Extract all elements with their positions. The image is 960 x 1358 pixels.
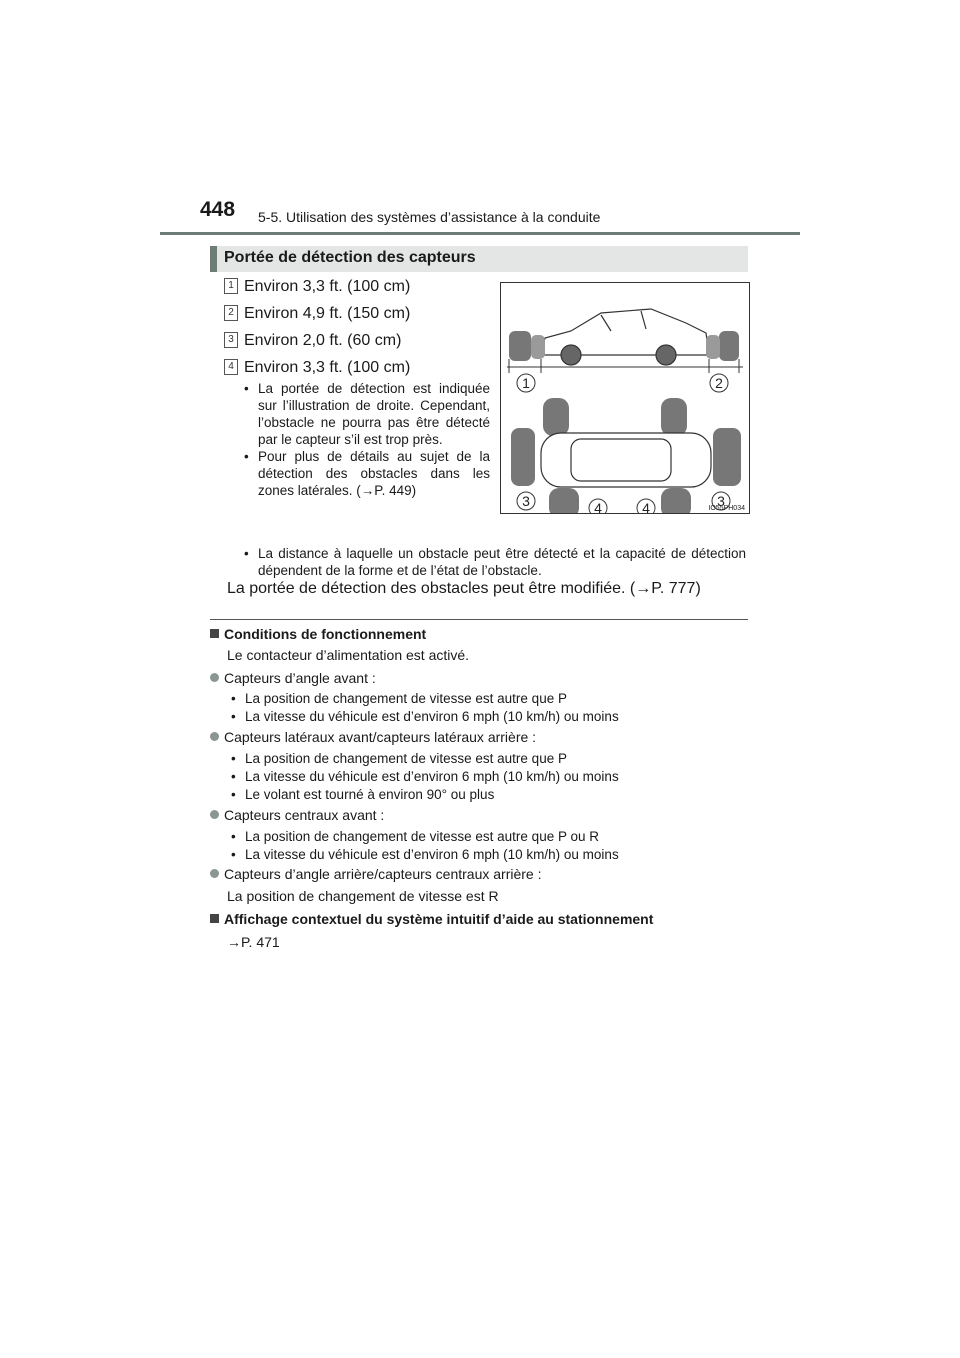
- condition-group-title: Capteurs centraux avant :: [210, 807, 384, 823]
- condition-group-items: [227, 750, 747, 804]
- range-number: 3: [224, 332, 238, 348]
- diagram-label: 4: [594, 500, 602, 513]
- header-rule: [160, 232, 800, 235]
- range-item-1: [224, 278, 410, 298]
- change-note: La portée de détection des obstacles peut être modifiée. (→P. 777): [227, 580, 701, 597]
- condition-plain: La position de changement de vitesse est R: [227, 888, 499, 904]
- range-text: Environ 2,0 ft. (60 cm): [244, 332, 402, 349]
- note-item: • Pour plus de détails au sujet de la détection des obstacles dans les zones latérales. (→P. 449): [240, 448, 490, 499]
- note-item: • La distance à laquelle un obstacle peut être détecté et la capacité de détection dépendent de la forme et de l’état de l’obstacle.: [240, 545, 746, 579]
- range-item-4: [224, 359, 410, 379]
- range-text: Environ 3,3 ft. (100 cm): [244, 278, 411, 295]
- condition-group-title: Capteurs d’angle avant :: [210, 670, 376, 686]
- sensor-diagram-svg: [501, 283, 749, 513]
- note-item: • La portée de détection est indiquée sur l’illustration de droite. Cependant, l’obstacle ne pourra pas être détecté par le capteur s’il est trop près.: [240, 380, 490, 448]
- detection-note: [240, 545, 746, 579]
- page-reference-link[interactable]: →P. 471: [227, 934, 280, 950]
- range-item-3: [224, 332, 401, 352]
- condition-group-items: [227, 690, 747, 726]
- condition-group-title: Capteurs latéraux avant/capteurs latéraux arrière :: [210, 729, 536, 745]
- range-text: Environ 3,3 ft. (100 cm): [244, 359, 411, 376]
- car-side-view: [541, 309, 709, 365]
- diagram-label: 3: [717, 493, 725, 509]
- range-item-2: [224, 305, 410, 325]
- circle-bullet-icon: [210, 810, 219, 819]
- circle-bullet-icon: [210, 673, 219, 682]
- list-item: • Le volant est tourné à environ 90° ou plus: [227, 786, 747, 804]
- square-bullet-icon: [210, 914, 219, 923]
- range-number: 1: [224, 278, 238, 294]
- section-divider: [210, 619, 748, 620]
- chapter-title: 5-5. Utilisation des systèmes d’assistance à la conduite: [258, 209, 601, 225]
- diagram-label: 3: [522, 493, 530, 509]
- condition-group-items: [227, 828, 747, 864]
- display-heading: Affichage contextuel du système intuitif d’aide au stationnement: [210, 911, 653, 927]
- range-number: 2: [224, 305, 238, 321]
- diagram-label: 2: [715, 375, 723, 391]
- list-item: • La position de changement de vitesse est autre que P: [227, 750, 747, 768]
- diagram-label: 1: [522, 375, 530, 391]
- car-top-view: [541, 433, 711, 487]
- page-number: 448: [200, 198, 236, 221]
- section-title-bar: [210, 246, 748, 272]
- list-item: • La position de changement de vitesse est autre que P ou R: [227, 828, 747, 846]
- range-text: Environ 4,9 ft. (150 cm): [244, 305, 411, 322]
- list-item: • La vitesse du véhicule est d’environ 6 mph (10 km/h) ou moins: [227, 846, 747, 864]
- range-number: 4: [224, 359, 238, 375]
- conditions-heading: Conditions de fonctionnement: [210, 626, 426, 642]
- conditions-intro: Le contacteur d’alimentation est activé.: [227, 647, 470, 663]
- circle-bullet-icon: [210, 732, 219, 741]
- range-notes: [240, 380, 490, 499]
- sensor-range-diagram: [500, 282, 750, 514]
- diagram-code: IO55PH034: [708, 505, 745, 512]
- list-item: • La vitesse du véhicule est d’environ 6 mph (10 km/h) ou moins: [227, 708, 747, 726]
- condition-group-title: Capteurs d’angle arrière/capteurs centraux arrière :: [210, 866, 542, 882]
- list-item: • La position de changement de vitesse est autre que P: [227, 690, 747, 708]
- list-item: • La vitesse du véhicule est d’environ 6 mph (10 km/h) ou moins: [227, 768, 747, 786]
- circle-bullet-icon: [210, 869, 219, 878]
- square-bullet-icon: [210, 629, 219, 638]
- section-title: Portée de détection des capteurs: [224, 249, 476, 266]
- section-accent: [210, 246, 217, 272]
- diagram-label: 4: [642, 500, 650, 513]
